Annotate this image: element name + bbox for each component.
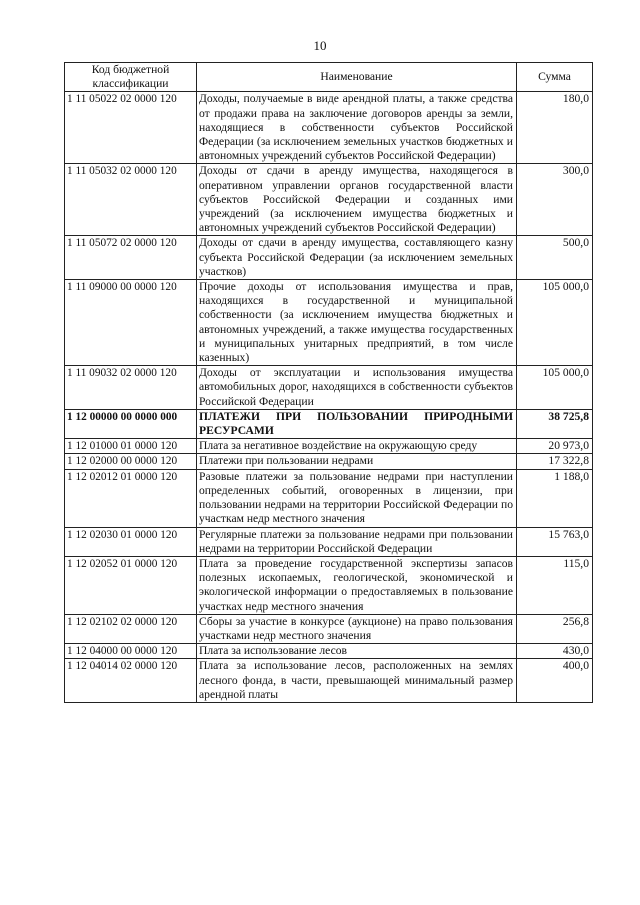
code-cell: 1 11 09032 02 0000 120 <box>65 366 197 410</box>
table-row <box>65 164 593 236</box>
sum-cell: 105 000,0 <box>517 366 593 410</box>
table-row <box>65 659 593 703</box>
sum-cell: 430,0 <box>517 644 593 659</box>
name-cell: Плата за использование лесов <box>197 644 517 659</box>
table-row <box>65 614 593 643</box>
code-cell: 1 12 02000 00 0000 120 <box>65 454 197 469</box>
name-cell: Плата за негативное воздействие на окружающую среду <box>197 439 517 454</box>
table-header-row <box>65 63 593 92</box>
table-row <box>65 92 593 164</box>
code-cell: 1 12 00000 00 0000 000 <box>65 409 197 438</box>
table-row <box>65 439 593 454</box>
code-cell: 1 12 04014 02 0000 120 <box>65 659 197 703</box>
sum-cell: 20 973,0 <box>517 439 593 454</box>
table-row <box>65 454 593 469</box>
sum-cell: 180,0 <box>517 92 593 164</box>
table-row <box>65 527 593 556</box>
sum-cell: 15 763,0 <box>517 527 593 556</box>
sum-cell: 500,0 <box>517 236 593 280</box>
code-cell: 1 12 04000 00 0000 120 <box>65 644 197 659</box>
code-cell: 1 11 05032 02 0000 120 <box>65 164 197 236</box>
sum-cell: 115,0 <box>517 556 593 614</box>
name-cell: Доходы, получаемые в виде арендной платы, а также средства от продажи права на заключение договоров аренды за земли, находящиеся в собственности субъектов Российской Федерации (за исключением земельных участков бюджетных и автономных учреждений субъектов Российской Федерации) <box>197 92 517 164</box>
name-cell: ПЛАТЕЖИ ПРИ ПОЛЬЗОВАНИИ ПРИРОДНЫМИ РЕСУРСАМИ <box>197 409 517 438</box>
table-row <box>65 366 593 410</box>
name-cell: Доходы от эксплуатации и использования имущества автомобильных дорог, находящихся в собственности субъектов Российской Федерации <box>197 366 517 410</box>
sum-cell: 105 000,0 <box>517 280 593 366</box>
name-cell: Доходы от сдачи в аренду имущества, составляющего казну субъекта Российской Федерации (за исключением земельных участков) <box>197 236 517 280</box>
header-sum: Сумма <box>517 63 593 92</box>
name-cell: Разовые платежи за пользование недрами при наступлении определенных событий, оговоренных в лицензии, при пользовании недрами на территории Российской Федерации по участкам недр местного значения <box>197 469 517 527</box>
code-cell: 1 11 05072 02 0000 120 <box>65 236 197 280</box>
table-body <box>65 92 593 703</box>
name-cell: Плата за использование лесов, расположенных на землях лесного фонда, в части, превышающей минимальный размер арендной платы <box>197 659 517 703</box>
header-name: Наименование <box>197 63 517 92</box>
table-row <box>65 236 593 280</box>
code-cell: 1 11 05022 02 0000 120 <box>65 92 197 164</box>
table-row <box>65 644 593 659</box>
sum-cell: 17 322,8 <box>517 454 593 469</box>
code-cell: 1 12 01000 01 0000 120 <box>65 439 197 454</box>
code-cell: 1 12 02052 01 0000 120 <box>65 556 197 614</box>
sum-cell: 300,0 <box>517 164 593 236</box>
budget-revenue-table <box>64 62 593 703</box>
sum-cell: 38 725,8 <box>517 409 593 438</box>
code-cell: 1 12 02030 01 0000 120 <box>65 527 197 556</box>
code-cell: 1 12 02012 01 0000 120 <box>65 469 197 527</box>
header-code: Код бюджетной классификации <box>65 63 197 92</box>
name-cell: Плата за проведение государственной экспертизы запасов полезных ископаемых, геологической, экономической и экологической информации о предоставляемых в пользование участках недр местного значения <box>197 556 517 614</box>
sum-cell: 256,8 <box>517 614 593 643</box>
code-cell: 1 12 02102 02 0000 120 <box>65 614 197 643</box>
name-cell: Сборы за участие в конкурсе (аукционе) на право пользования участками недр местного значения <box>197 614 517 643</box>
table-row <box>65 280 593 366</box>
table-row <box>65 409 593 438</box>
sum-cell: 1 188,0 <box>517 469 593 527</box>
name-cell: Платежи при пользовании недрами <box>197 454 517 469</box>
name-cell: Регулярные платежи за пользование недрами при пользовании недрами на территории Российской Федерации <box>197 527 517 556</box>
page-number: 10 <box>313 38 327 53</box>
name-cell: Доходы от сдачи в аренду имущества, находящегося в оперативном управлении органов государственной власти субъектов Российской Федерации и созданных ими учреждений (за исключением имущества бюджетных и автономных учреждений субъектов Российской Федерации) <box>197 164 517 236</box>
table-row <box>65 556 593 614</box>
code-cell: 1 11 09000 00 0000 120 <box>65 280 197 366</box>
table-row <box>65 469 593 527</box>
sum-cell: 400,0 <box>517 659 593 703</box>
name-cell: Прочие доходы от использования имущества и прав, находящихся в государственной и муниципальной собственности (за исключением имущества бюджетных и автономных учреждений, а также имущества государственных и муниципальных унитарных предприятий, в том числе казенных) <box>197 280 517 366</box>
